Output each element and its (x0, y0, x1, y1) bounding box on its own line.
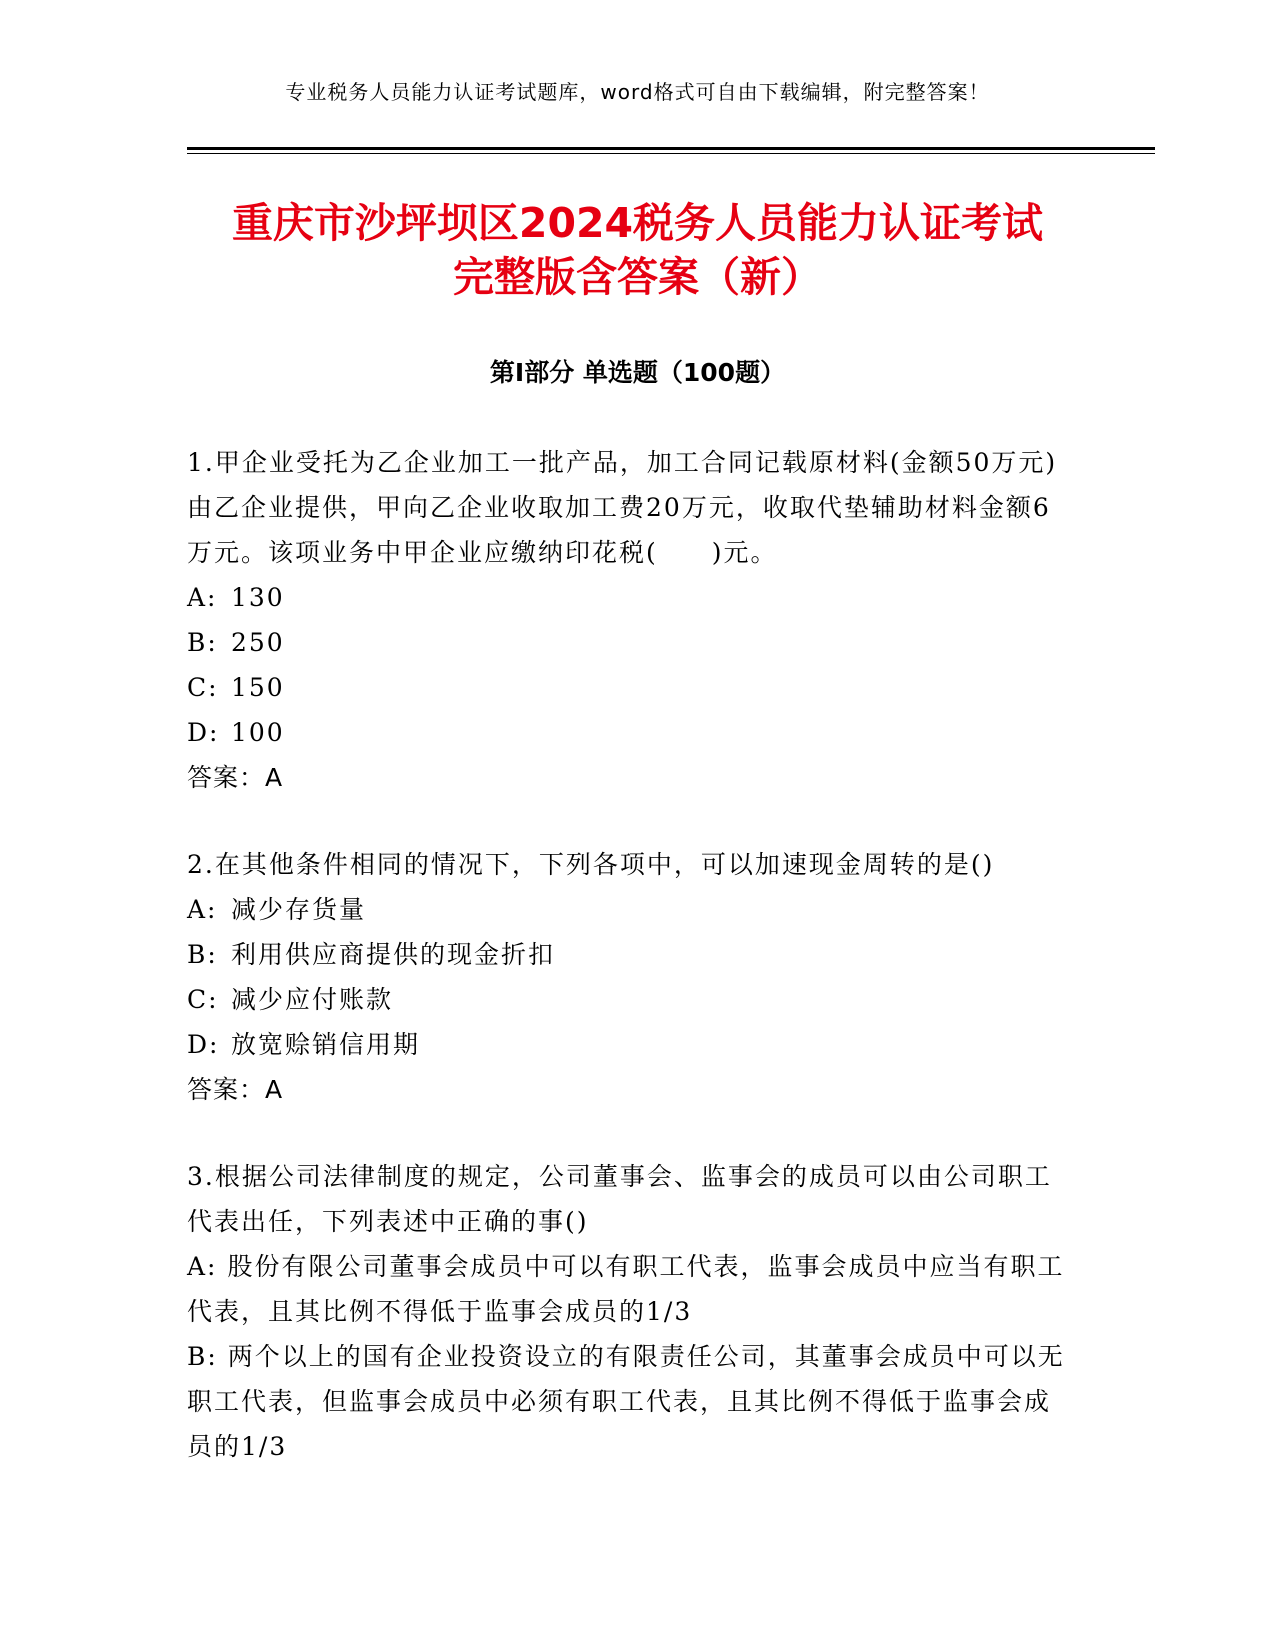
option-b (187, 1334, 1067, 1469)
option-d (187, 1022, 1067, 1067)
option-text: 股份有限公司董事会成员中可以有职工代表，监事会成员中应当有职工代表，且其比例不得低于监事会成员的1/3 (187, 1252, 1065, 1326)
option-key: B: (187, 940, 218, 969)
option-key: C: (187, 673, 219, 702)
option-b (187, 620, 1067, 665)
option-key: C: (187, 985, 219, 1014)
option-key: D: (187, 718, 220, 747)
option-text: 150 (231, 673, 285, 702)
option-text: 减少存货量 (231, 895, 367, 924)
question-2 (187, 842, 1067, 1112)
option-text: 两个以上的国有企业投资设立的有限责任公司，其董事会成员中可以无职工代表，但监事会成员中必须有职工代表，且其比例不得低于监事会成员的1/3 (187, 1342, 1065, 1461)
document-title-line-1: 重庆市沙坪坝区2024税务人员能力认证考试 (231, 199, 1044, 247)
question-stem: 1.甲企业受托为乙企业加工一批产品，加工合同记载原材料(金额50万元)由乙企业提供，甲向乙企业收取加工费20万元，收取代垫辅助材料金额6万元。该项业务中甲企业应缴纳印花税( )元。 (187, 448, 1058, 567)
question-stem: 2.在其他条件相同的情况下，下列各项中，可以加速现金周转的是() (187, 850, 995, 879)
option-text: 放宽赊销信用期 (231, 1030, 421, 1059)
question-list (187, 440, 1067, 1511)
option-key: A: (187, 1252, 218, 1281)
header-note: 专业税务人员能力认证考试题库，word格式可自由下载编辑，附完整答案！ (285, 80, 990, 104)
answer: 答案：A (187, 763, 284, 792)
header-rule-thin (187, 153, 1155, 154)
option-text: 100 (231, 718, 285, 747)
option-key: B: (187, 1342, 218, 1371)
option-key: A: (187, 895, 218, 924)
option-text: 250 (231, 628, 285, 657)
document-title (0, 196, 1275, 304)
document-title-line-2: 完整版含答案（新） (453, 253, 822, 301)
option-text: 130 (231, 583, 285, 612)
section-title: 第Ⅰ部分 单选题（100题） (489, 358, 786, 387)
option-d (187, 710, 1067, 755)
option-text: 利用供应商提供的现金折扣 (231, 940, 556, 969)
option-key: D: (187, 1030, 220, 1059)
header-rule-thick (187, 147, 1155, 150)
question-stem: 3.根据公司法律制度的规定，公司董事会、监事会的成员可以由公司职工代表出任，下列表述中正确的事() (187, 1162, 1052, 1236)
option-a (187, 575, 1067, 620)
option-a (187, 1244, 1067, 1334)
option-key: B: (187, 628, 218, 657)
option-key: A: (187, 583, 218, 612)
option-c (187, 977, 1067, 1022)
question-1 (187, 440, 1067, 800)
answer: 答案：A (187, 1075, 284, 1104)
option-c (187, 665, 1067, 710)
option-text: 减少应付账款 (231, 985, 394, 1014)
option-b (187, 932, 1067, 977)
option-a (187, 887, 1067, 932)
question-3 (187, 1154, 1067, 1469)
